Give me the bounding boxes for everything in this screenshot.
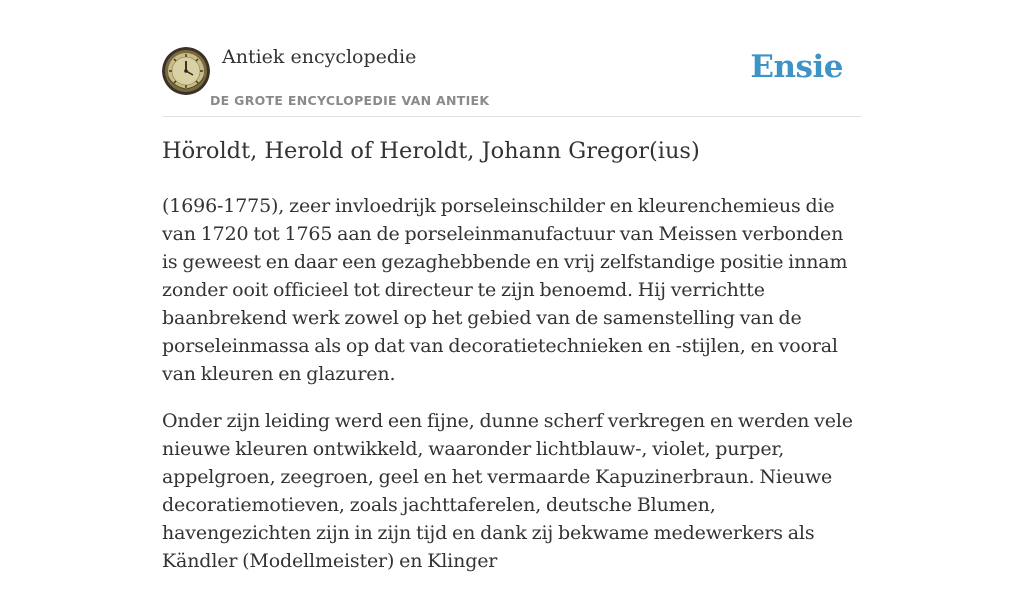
site-subtitle: DE GROTE ENCYCLOPEDIE VAN ANTIEK	[210, 93, 490, 108]
page	[162, 0, 862, 572]
entry-paragraph: (1696-1775), zeer invloedrijk porseleinschilder en kleurenchemieus die van 1720 tot 1765 aan de porseleinmanufactuur van Meissen verbonden is geweest en daar een gezaghebbende en vrij zelfstandige positie innam zonder ooit officieel tot directeur te zijn benoemd. Hij verrichtte baanbrekend werk zowel op het gebied van de samenstelling van de porseleinmassa als op dat van decoratietechnieken en -stijlen, en vooral van kleuren en glazuren.	[162, 195, 848, 385]
clock-logo-graphic	[162, 47, 210, 95]
ensie-brand-link[interactable]: Ensie	[750, 49, 843, 85]
entry-body	[162, 192, 862, 594]
site-title[interactable]: Antiek encyclopedie	[222, 46, 417, 68]
entry-paragraph: Onder zijn leiding werd een fijne, dunne scherf verkregen en werden vele nieuwe kleuren ontwikkeld, waaronder lichtblauw-, violet, purper, appelgroen, zeegroen, geel en het vermaarde Kapuzinerbraun. Nieuwe decoratiemotieven, zoals jachttaferelen, deutsche Blumen, havengezichten zijn in zijn tijd en dank zij bekwame medewerkers als Kändler (Modellmeister) en Klinger	[162, 410, 853, 572]
antique-clock-icon[interactable]	[162, 47, 210, 95]
site-header	[162, 0, 862, 117]
entry-title: Höroldt, Herold of Heroldt, Johann Gregor(ius)	[162, 138, 700, 164]
